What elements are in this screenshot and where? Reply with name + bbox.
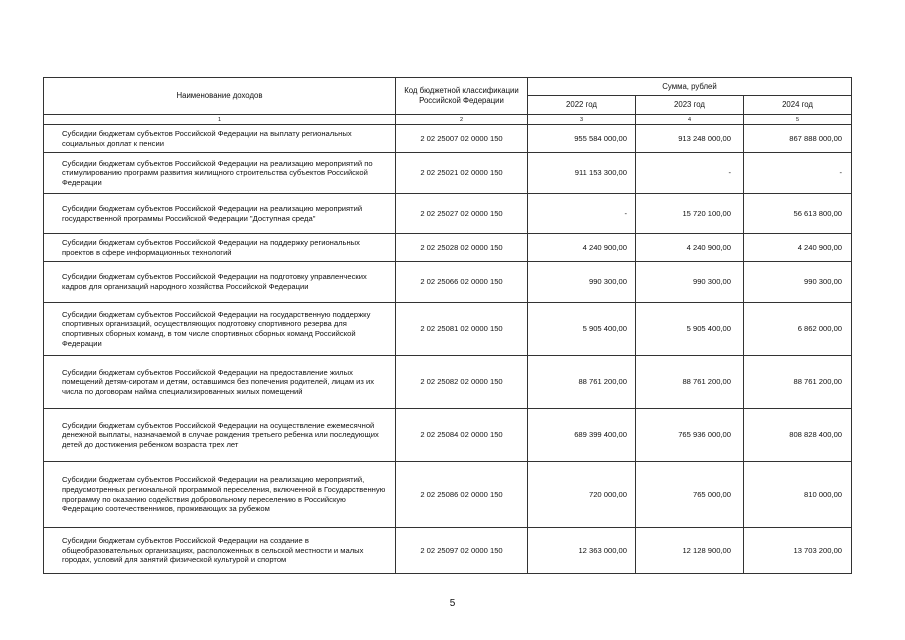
row-amount-2022: 689 399 400,00 (528, 409, 636, 462)
table-row (44, 194, 852, 234)
row-code: 2 02 25021 02 0000 150 (396, 153, 528, 194)
row-amount-2024: - (744, 153, 852, 194)
header-code: Код бюджетной классификации Российской Федерации (396, 78, 528, 115)
row-amount-2024: 4 240 900,00 (744, 234, 852, 262)
row-amount-2024: 867 888 000,00 (744, 125, 852, 153)
table-row (44, 262, 852, 303)
row-amount-2024: 6 862 000,00 (744, 303, 852, 356)
row-code: 2 02 25028 02 0000 150 (396, 234, 528, 262)
row-amount-2023: - (636, 153, 744, 194)
column-number-row (44, 115, 852, 125)
table-row (44, 125, 852, 153)
row-amount-2022: 12 363 000,00 (528, 528, 636, 574)
column-number: 2 (396, 115, 528, 125)
row-name: Субсидии бюджетам субъектов Российской Федерации на осуществление ежемесячной денежной выплаты, назначаемой в случае рождения третьего ребенка или последующих детей до достижения ребенком возраста трех лет (44, 409, 396, 462)
row-code: 2 02 25084 02 0000 150 (396, 409, 528, 462)
row-code: 2 02 25097 02 0000 150 (396, 528, 528, 574)
row-amount-2022: - (528, 194, 636, 234)
table-row (44, 234, 852, 262)
row-amount-2023: 913 248 000,00 (636, 125, 744, 153)
column-number: 3 (528, 115, 636, 125)
row-amount-2023: 765 936 000,00 (636, 409, 744, 462)
table-row (44, 303, 852, 356)
row-amount-2024: 56 613 800,00 (744, 194, 852, 234)
row-code: 2 02 25081 02 0000 150 (396, 303, 528, 356)
table-header (44, 78, 852, 125)
header-year-2023: 2023 год (636, 96, 744, 115)
page-number: 5 (449, 598, 456, 609)
table-row (44, 528, 852, 574)
column-number: 4 (636, 115, 744, 125)
row-code: 2 02 25066 02 0000 150 (396, 262, 528, 303)
row-amount-2024: 88 761 200,00 (744, 356, 852, 409)
row-amount-2024: 808 828 400,00 (744, 409, 852, 462)
row-name: Субсидии бюджетам субъектов Российской Федерации на предоставление жилых помещений детям-сиротам и детям, оставшимся без попечения родителей, лицам из их числа по договорам найма специализированных жилых помещений (44, 356, 396, 409)
header-year-2022: 2022 год (528, 96, 636, 115)
table-row (44, 462, 852, 528)
row-code: 2 02 25086 02 0000 150 (396, 462, 528, 528)
row-amount-2024: 810 000,00 (744, 462, 852, 528)
row-amount-2023: 88 761 200,00 (636, 356, 744, 409)
row-amount-2022: 5 905 400,00 (528, 303, 636, 356)
column-number: 1 (44, 115, 396, 125)
row-code: 2 02 25007 02 0000 150 (396, 125, 528, 153)
row-amount-2022: 4 240 900,00 (528, 234, 636, 262)
header-sum: Сумма, рублей (528, 78, 852, 96)
column-number: 5 (744, 115, 852, 125)
row-amount-2023: 12 128 900,00 (636, 528, 744, 574)
row-name: Субсидии бюджетам субъектов Российской Федерации на выплату региональных социальных доплат к пенсии (44, 125, 396, 153)
row-name: Субсидии бюджетам субъектов Российской Федерации на поддержку региональных проектов в сфере информационных технологий (44, 234, 396, 262)
row-name: Субсидии бюджетам субъектов Российской Федерации на государственную поддержку спортивных организаций, осуществляющих подготовку спортивного резерва для спортивных сборных команд, в том числе спортивных сборных команд Российской Федерации (44, 303, 396, 356)
row-amount-2022: 720 000,00 (528, 462, 636, 528)
row-amount-2023: 4 240 900,00 (636, 234, 744, 262)
table-row (44, 356, 852, 409)
row-amount-2023: 5 905 400,00 (636, 303, 744, 356)
header-year-2024: 2024 год (744, 96, 852, 115)
row-name: Субсидии бюджетам субъектов Российской Федерации на реализацию мероприятий, предусмотренных региональной программой переселения, включенной в Государственную программу по оказанию содействия добровольному переселению в Российскую Федерацию соотечественников, проживающих за рубежом (44, 462, 396, 528)
table-row (44, 409, 852, 462)
row-name: Субсидии бюджетам субъектов Российской Федерации на подготовку управленческих кадров для организаций народного хозяйства Российской Федерации (44, 262, 396, 303)
row-name: Субсидии бюджетам субъектов Российской Федерации на создание в общеобразовательных организациях, расположенных в сельской местности и малых городах, условий для занятий физической культурой и спортом (44, 528, 396, 574)
row-amount-2024: 13 703 200,00 (744, 528, 852, 574)
row-amount-2023: 765 000,00 (636, 462, 744, 528)
row-amount-2022: 990 300,00 (528, 262, 636, 303)
table-row (44, 153, 852, 194)
row-amount-2023: 990 300,00 (636, 262, 744, 303)
row-code: 2 02 25027 02 0000 150 (396, 194, 528, 234)
row-name: Субсидии бюджетам субъектов Российской Федерации на реализацию мероприятий по стимулированию программ развития жилищного строительства субъектов Российской Федерации (44, 153, 396, 194)
row-amount-2022: 955 584 000,00 (528, 125, 636, 153)
row-amount-2022: 88 761 200,00 (528, 356, 636, 409)
revenue-table (43, 77, 852, 574)
row-name: Субсидии бюджетам субъектов Российской Федерации на реализацию мероприятий государственной программы Российской Федерации "Доступная среда" (44, 194, 396, 234)
header-name: Наименование доходов (44, 78, 396, 115)
row-amount-2023: 15 720 100,00 (636, 194, 744, 234)
row-amount-2022: 911 153 300,00 (528, 153, 636, 194)
row-code: 2 02 25082 02 0000 150 (396, 356, 528, 409)
row-amount-2024: 990 300,00 (744, 262, 852, 303)
